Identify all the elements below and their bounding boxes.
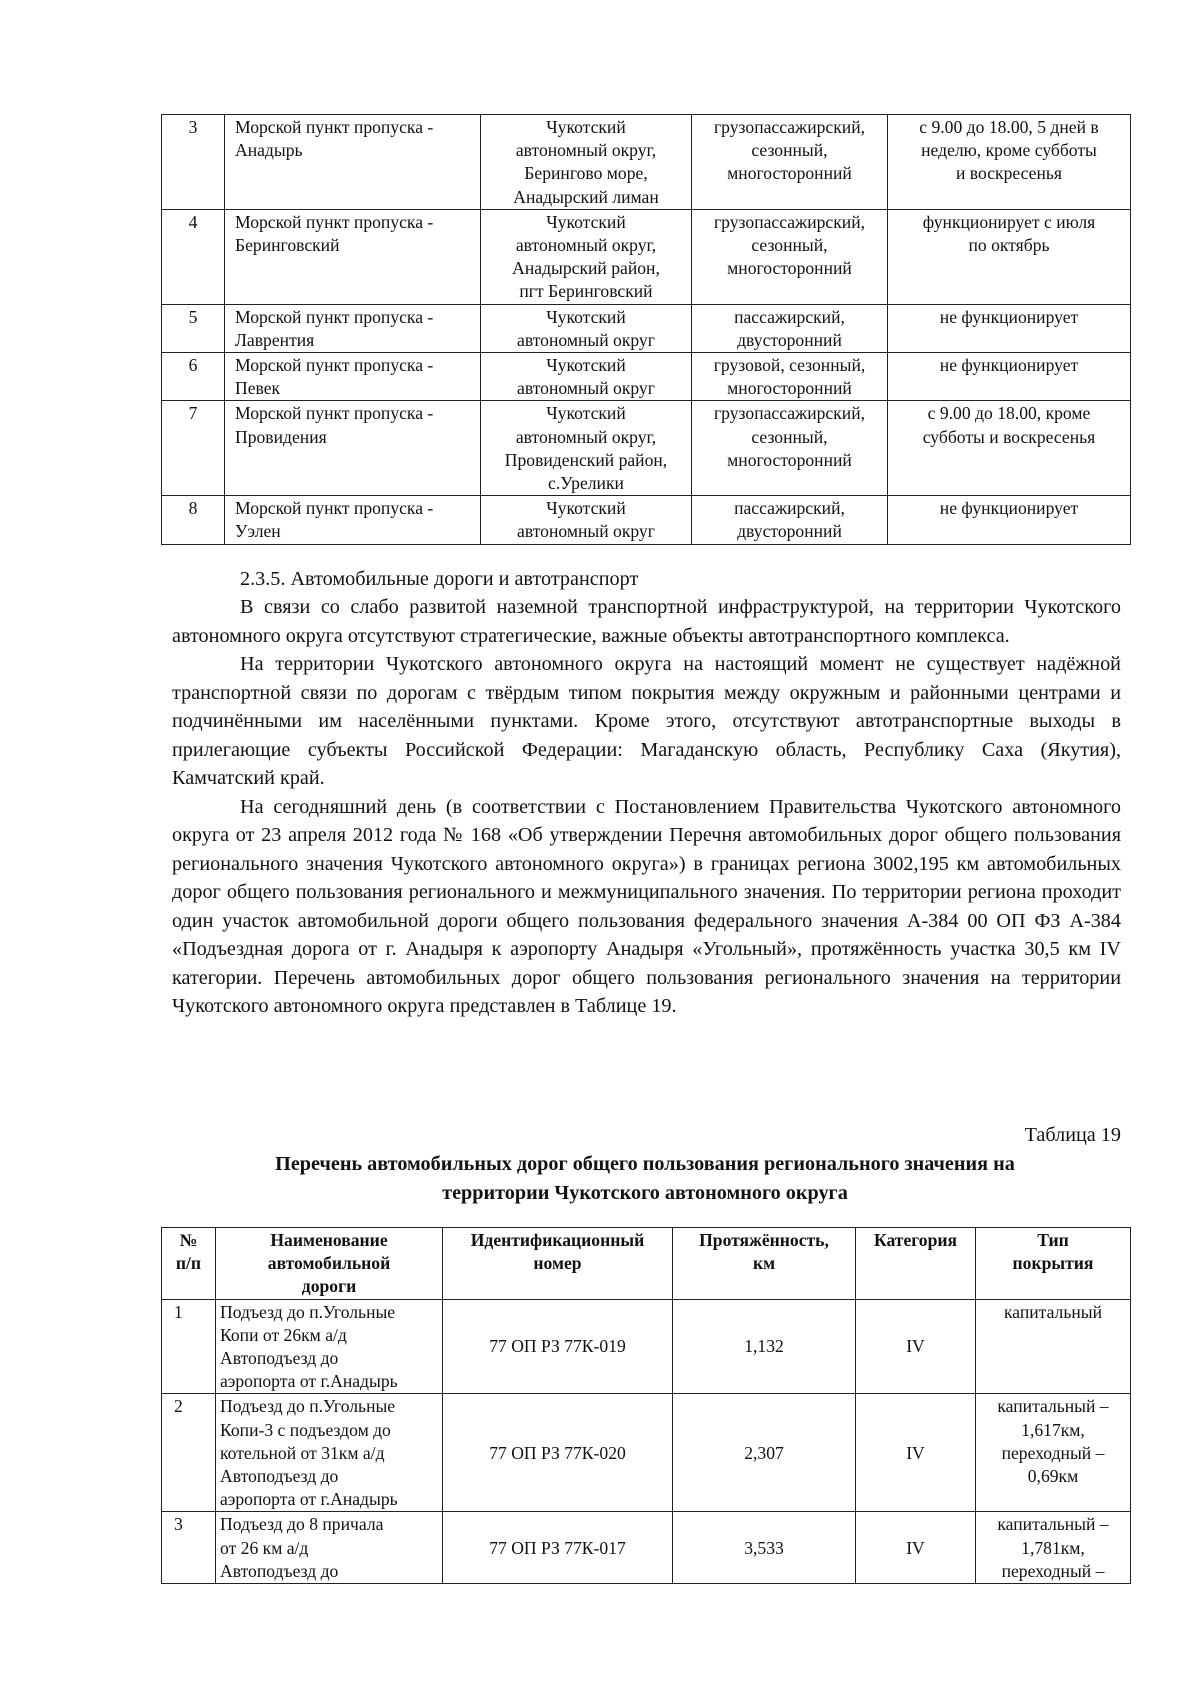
text-line: Наименование [270,1230,388,1250]
checkpoint-name [225,115,481,210]
text-line: № [179,1230,198,1250]
text-line: Автоподъезд до [220,1466,339,1487]
row-number [162,304,225,352]
text-line: функционирует с июля [922,211,1096,232]
text-line: автономный округ, [515,426,657,447]
road-surface [976,1512,1131,1584]
text-line: не функционирует [939,355,1079,376]
checkpoint-type [692,115,888,210]
text-line: с.Урелики [548,473,624,494]
text-line: котельной от 31км а/д [220,1442,385,1463]
text-line: 5 [188,306,198,327]
road-surface [976,1394,1131,1512]
checkpoint-location [481,115,692,210]
text-line: Чукотский [546,355,626,376]
table-row [162,1512,1131,1584]
text-line: 3,533 [744,1537,784,1558]
text-line: Копи от 26км а/д [220,1324,347,1345]
text-line: капитальный [1003,1301,1102,1322]
checkpoint-name [225,304,481,352]
text-line: дороги [301,1276,357,1297]
text-line: Провидения [235,426,327,447]
table-row [162,115,1131,210]
text-line: от 26 км а/д [220,1537,309,1558]
table-title-line: Перечень автомобильных дорог общего пользования регионального значения на [275,1153,1015,1175]
text-line: 4 [188,211,198,232]
road-name [216,1299,443,1394]
table-row [162,401,1131,496]
text-line: Чукотский [546,498,626,519]
row-number [162,1394,216,1512]
text-line: 77 ОП РЗ 77К-019 [489,1336,626,1357]
text-line: многосторонний [727,163,852,184]
operating-mode [888,115,1131,210]
header-num [162,1228,216,1300]
row-number [162,1512,216,1584]
text-line: автономный округ [517,329,655,350]
paragraph: В связи со слабо развитой наземной транспортной инфраструктурой, на территории Чукотского автономного округа отсутствуют стратегические, важные объекты автотранспортного комплекса. [172,596,1121,647]
text-line: Певек [235,378,281,399]
text-line: пгт Беринговский [519,281,653,302]
table-label: Таблица 19 [1024,1124,1121,1146]
text-line: Беринговский [235,235,340,256]
text-line: многосторонний [727,378,852,399]
text-line: пассажирский, [734,306,845,327]
text-line: Копи-3 с подъездом до [220,1419,391,1440]
text-line: номер [533,1253,582,1274]
text-line: с 9.00 до 18.00, кроме [927,403,1091,424]
checkpoint-type [692,209,888,304]
road-surface [976,1299,1131,1394]
checkpoint-type [692,304,888,352]
checkpoint-location [481,401,692,496]
row-number [162,401,225,496]
text-line: сезонный, [751,426,828,447]
text-line: 2 [174,1396,183,1417]
text-line: Автоподъезд до [220,1348,339,1369]
text-line: IV [906,1442,925,1463]
road-name [216,1394,443,1512]
text-line: двусторонний [737,329,842,350]
table-row [162,209,1131,304]
text-line: переходный – [1001,1560,1105,1581]
road-length [673,1299,856,1394]
table-row [162,1394,1131,1512]
text-line: Анадырский район, [512,258,660,279]
text-line: 0,69км [1027,1466,1079,1487]
header-surface [976,1228,1131,1300]
text-line: 1 [174,1301,183,1322]
header-category: Категория [856,1228,976,1300]
table-row [162,353,1131,401]
text-line: 77 ОП РЗ 77К-017 [489,1537,626,1558]
text-line: Протяжённость, [699,1230,829,1250]
operating-mode [888,209,1131,304]
text-line: многосторонний [727,258,852,279]
text-line: Морской пункт пропуска - [235,211,434,232]
text-line: Чукотский [546,403,626,424]
text-line: Морской пункт пропуска - [235,403,434,424]
section-body [172,593,1121,1021]
text-line: грузопассажирский, [713,117,866,137]
text-line: Берингово море, [524,163,648,184]
text-line: 2,307 [744,1442,784,1463]
checkpoint-type [692,496,888,544]
operating-mode [888,353,1131,401]
text-line: 7 [188,403,198,424]
text-line: Подъезд до п.Угольные [220,1396,396,1417]
text-line: 1,781км, [1021,1537,1085,1558]
text-line: грузопассажирский, [713,211,866,232]
text-line: многосторонний [727,449,852,470]
text-line: переходный – [1001,1442,1105,1463]
text-line: Автоподъезд до [220,1560,339,1581]
text-line: 6 [188,355,198,376]
road-category [856,1299,976,1394]
roads-table [161,1227,1131,1584]
text-line: Идентификационный [470,1230,645,1250]
text-line: капитальный – [997,1514,1109,1535]
seaport-checkpoints-table [161,114,1131,545]
section-heading: 2.3.5. Автомобильные дороги и автотранспорт [240,568,639,590]
text-line: грузопассажирский, [713,403,866,424]
checkpoint-type [692,401,888,496]
text-line: Подъезд до п.Угольные [220,1301,396,1322]
text-line: Уэлен [235,521,281,542]
checkpoint-location [481,353,692,401]
text-line: 77 ОП РЗ 77К-020 [489,1442,626,1463]
road-length [673,1512,856,1584]
checkpoint-location [481,209,692,304]
row-number [162,115,225,210]
text-line: 8 [188,498,198,519]
text-line: 1,132 [744,1336,784,1357]
text-line: 3 [174,1514,183,1535]
text-line: сезонный, [751,140,828,161]
text-line: п/п [175,1253,202,1274]
text-line: Подъезд до 8 причала [220,1514,384,1535]
text-line: Чукотский [546,117,626,137]
road-length [673,1394,856,1512]
row-number [162,209,225,304]
text-line: IV [906,1336,925,1357]
checkpoint-name [225,209,481,304]
header-name [216,1228,443,1300]
text-line: Морской пункт пропуска - [235,355,434,376]
checkpoint-location [481,304,692,352]
road-id [443,1512,673,1584]
text-line: автономный округ [517,378,655,399]
text-line: неделю, кроме субботы [921,140,1097,161]
text-line: двусторонний [737,521,842,542]
table-title-line: территории Чукотского автономного округа [442,1181,848,1204]
checkpoint-name [225,496,481,544]
text-line: Чукотский [546,306,626,327]
road-category [856,1394,976,1512]
checkpoint-name [225,401,481,496]
table-row [162,304,1131,352]
text-line: Тип [1037,1230,1069,1250]
text-line: автомобильной [267,1253,391,1274]
operating-mode [888,496,1131,544]
text-line: Морской пункт пропуска - [235,117,434,137]
text-line: покрытия [1012,1253,1094,1274]
text-line: 1,617км, [1021,1419,1085,1440]
paragraph: На сегодняшний день (в соответствии с Постановлением Правительства Чукотского автономного округа от 23 апреля 2012 года № 168 «Об утверждении Перечня автомобильных дорог общего пользования регионального значения Чукотского автономного округа») в границах региона 3002,195 км автомобильных дорог общего пользования регионального и межмуниципального значения. По территории региона проходит один участок автомобильной дороги общего пользования федерального значения А-384 00 ОП ФЗ А-384 «Подъездная дорога от г. Анадыря к аэропорту Анадыря «Угольный», протяжённость участка 30,5 км IV категории. Перечень автомобильных дорог общего пользования регионального значения на территории Чукотского автономного округа представлен в Таблице 19. [172,795,1121,1017]
text-line: по октябрь [968,235,1050,256]
text-line: автономный округ [517,521,655,542]
text-line: субботы и воскресенья [922,426,1096,447]
text-line: грузовой, сезонный, [713,355,866,376]
text-line: с 9.00 до 18.00, 5 дней в [919,117,1099,137]
text-line: Провиденский район, [504,449,668,470]
text-line: автономный округ, [515,140,657,161]
checkpoint-type [692,353,888,401]
operating-mode [888,401,1131,496]
table-row [162,496,1131,544]
text-line: автономный округ, [515,235,657,256]
text-line: аэропорта от г.Анадырь [220,1489,398,1510]
text-line: Анадырь [235,140,303,161]
text-line: км [752,1253,776,1274]
text-line: IV [906,1537,925,1558]
text-line: Лаврентия [235,329,315,350]
text-line: капитальный – [997,1396,1109,1417]
text-line: и воскресенья [955,163,1062,184]
checkpoint-name [225,353,481,401]
table-title [160,1150,1130,1207]
operating-mode [888,304,1131,352]
row-number [162,353,225,401]
road-name [216,1512,443,1584]
table-row [162,1299,1131,1394]
road-id [443,1394,673,1512]
text-line: не функционирует [939,306,1079,327]
text-line: Морской пункт пропуска - [235,306,434,327]
row-number [162,1299,216,1394]
text-line: Анадырский лиман [513,186,659,207]
text-line: не функционирует [939,498,1079,519]
text-line: сезонный, [751,235,828,256]
text-line: Чукотский [546,211,626,232]
header-length [673,1228,856,1300]
paragraph: На территории Чукотского автономного округа на настоящий момент не существует надёжной транспортной связи по дорогам с твёрдым типом покрытия между окружным и районными центрами и подчинёнными им населёнными пунктами. Кроме этого, отсутствуют автотранспортные выходы в прилегающие субъекты Российской Федерации: Магаданскую область, Республику Саха (Якутия), Камчатский край. [172,653,1121,789]
header-id [443,1228,673,1300]
text-line: 3 [188,117,198,137]
table-header-row [162,1228,1131,1300]
checkpoint-location [481,496,692,544]
road-id [443,1299,673,1394]
text-line: аэропорта от г.Анадырь [220,1371,398,1392]
text-line: пассажирский, [734,498,845,519]
road-category [856,1512,976,1584]
row-number [162,496,225,544]
text-line: Морской пункт пропуска - [235,498,434,519]
